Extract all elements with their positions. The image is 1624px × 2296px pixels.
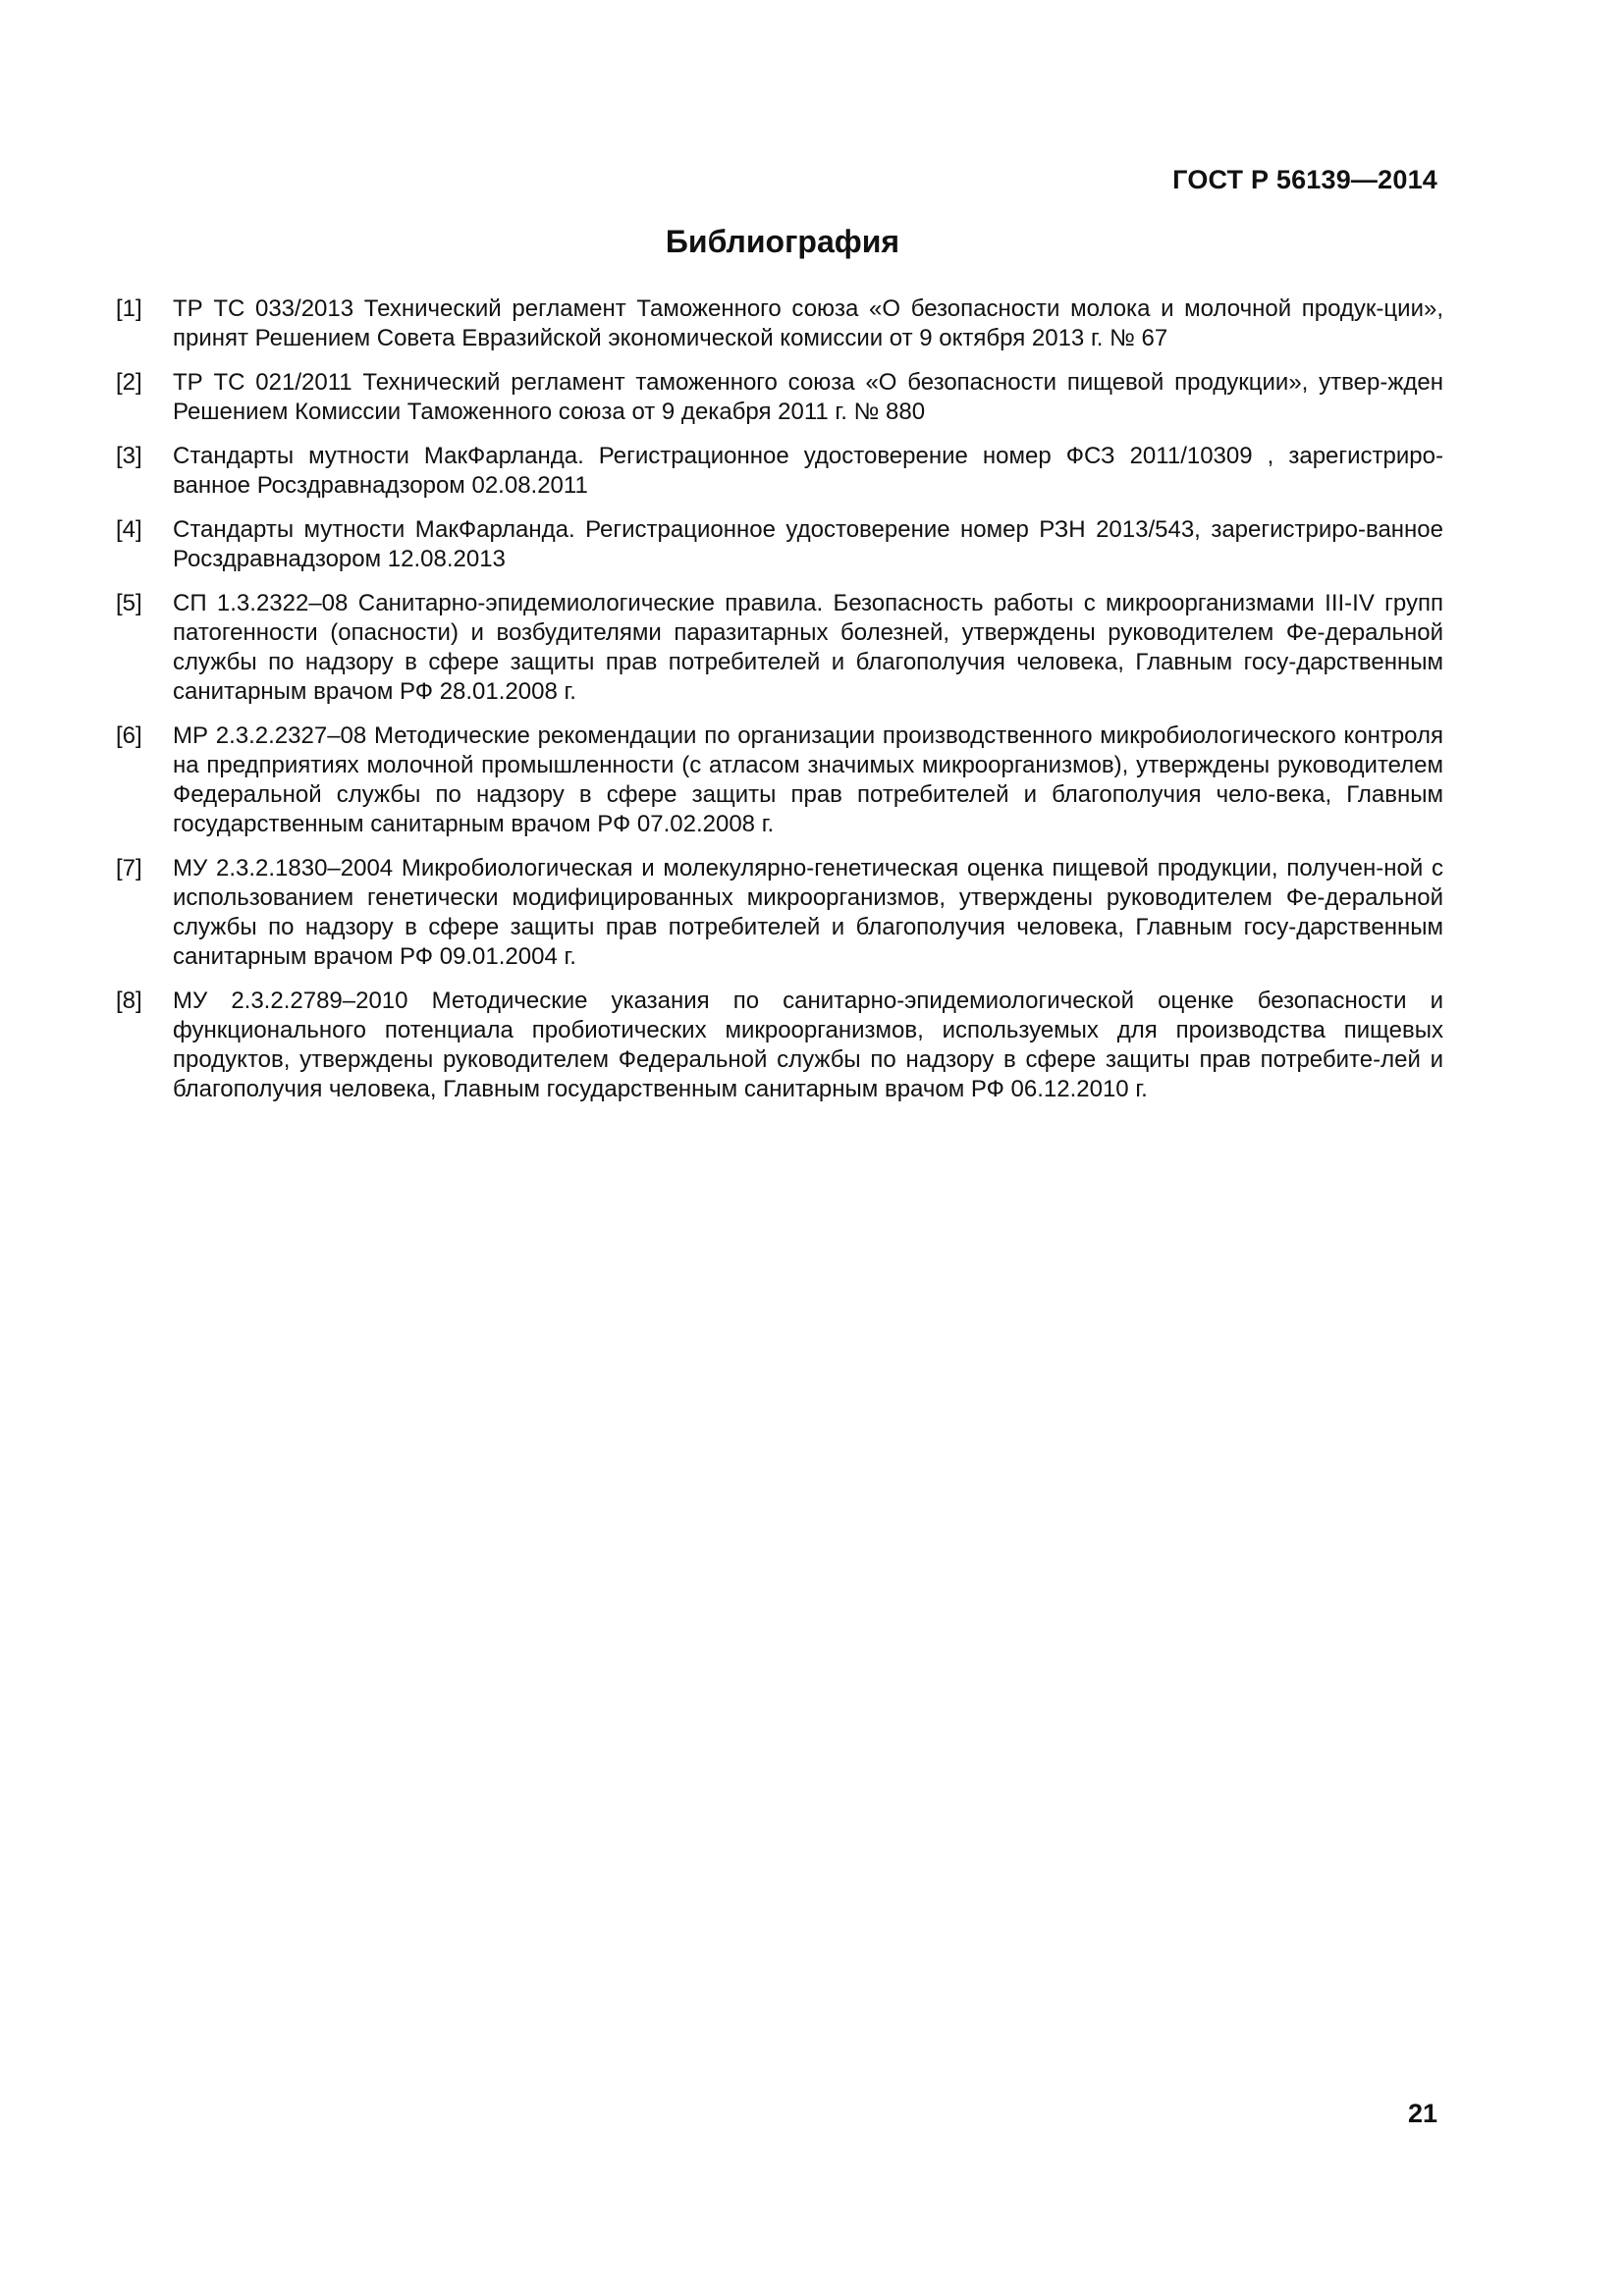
bibliography-entry xyxy=(116,854,1443,972)
bibliography-list xyxy=(116,294,1443,1119)
page-number: 21 xyxy=(1407,2099,1437,2128)
bibliography-entry xyxy=(116,987,1443,1104)
entry-text: СП 1.3.2322–08 Санитарно-эпидемиологические правила. Безопасность работы с микроорганизмами III-IV групп патогенности (опасности) и возбудителями паразитарных болезней, утверждены руководителем Фе-деральной службы по надзору в сфере защиты прав потребителей и благополучия человека, Главным госу-дарственным санитарным врачом РФ 28.01.2008 г. xyxy=(173,590,1443,705)
entry-number: [6] xyxy=(116,722,142,749)
entry-text: Стандарты мутности МакФарланда. Регистрационное удостоверение номер РЗН 2013/543, зарегистриро-ванное Росздравнадзором 12.08.2013 xyxy=(173,516,1443,572)
entry-text: МУ 2.3.2.1830–2004 Микробиологическая и молекулярно-генетическая оценка пищевой продукции, получен-ной с использованием генетически модифицированных микроорганизмов, утверждены руководителем Фе-деральной службы по надзору в сфере защиты прав потребителей и благополучия человека, Главным госу-дарственным санитарным врачом РФ 09.01.2004 г. xyxy=(173,855,1443,970)
entry-number: [2] xyxy=(116,369,142,396)
bibliography-entry xyxy=(116,294,1443,353)
entry-number: [1] xyxy=(116,295,142,322)
entry-number: [4] xyxy=(116,516,142,543)
entry-number: [7] xyxy=(116,855,142,881)
entry-number: [5] xyxy=(116,590,142,616)
entry-text: МР 2.3.2.2327–08 Методические рекомендации по организации производственного микробиологического контроля на предприятиях молочной промышленности (с атласом значимых микроорганизмов), утверждены руководителем Федеральной службы по надзору в сфере защиты прав потребителей и благополучия чело-века, Главным государственным санитарным врачом РФ 07.02.2008 г. xyxy=(173,722,1443,837)
bibliography-entry xyxy=(116,721,1443,839)
document-code: ГОСТ Р 56139—2014 xyxy=(1172,165,1437,194)
entry-number: [8] xyxy=(116,988,142,1014)
entry-text: ТР ТС 033/2013 Технический регламент Таможенного союза «О безопасности молока и молочной продук-ции», принят Решением Совета Евразийской экономической комиссии от 9 октября 2013 г. № 67 xyxy=(173,295,1443,351)
page-title: Библиография xyxy=(665,224,900,259)
bibliography-entry xyxy=(116,368,1443,427)
entry-number: [3] xyxy=(116,443,142,469)
entry-text: МУ 2.3.2.2789–2010 Методические указания по санитарно-эпидемиологической оценке безопасности и функционального потенциала пробиотических микроорганизмов, используемых для производства пищевых продуктов, утверждены руководителем Федеральной службы по надзору в сфере защиты прав потребите-лей и благополучия человека, Главным государственным санитарным врачом РФ 06.12.2010 г. xyxy=(173,988,1443,1102)
bibliography-entry xyxy=(116,515,1443,574)
bibliography-entry xyxy=(116,589,1443,707)
bibliography-entry xyxy=(116,442,1443,501)
entry-text: ТР ТС 021/2011 Технический регламент таможенного союза «О безопасности пищевой продукции», утвер-жден Решением Комиссии Таможенного союза от 9 декабря 2011 г. № 880 xyxy=(173,369,1443,425)
entry-text: Стандарты мутности МакФарланда. Регистрационное удостоверение номер ФСЗ 2011/10309 , зарегистриро-ванное Росздравнадзором 02.08.2011 xyxy=(173,443,1443,499)
